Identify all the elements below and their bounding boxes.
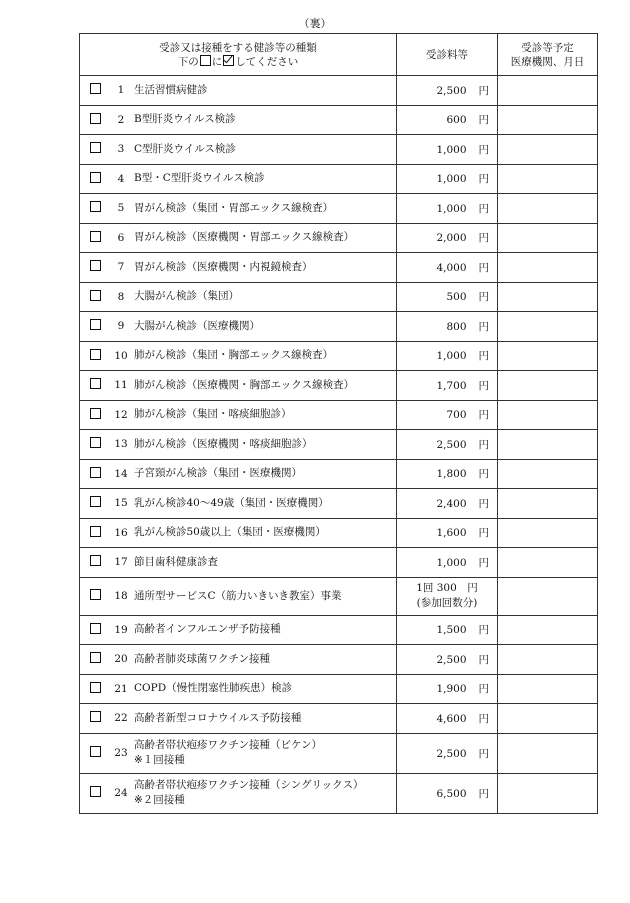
checkbox[interactable] — [90, 290, 101, 301]
schedule-cell[interactable] — [498, 253, 598, 283]
fee-unit: 円 — [478, 84, 489, 97]
exam-name: 通所型サービスC（筋力いきいき教室）事業 — [134, 589, 342, 602]
exam-name: 肺がん検診（集団・胸部エックス線検査） — [134, 349, 334, 362]
table-row — [80, 459, 598, 489]
checkbox[interactable] — [90, 113, 101, 124]
fee-line2: (参加回数分) — [416, 597, 478, 609]
exam-cell — [80, 371, 397, 401]
row-number: 18 — [114, 590, 128, 602]
schedule-cell[interactable] — [498, 674, 598, 704]
checkbox[interactable] — [90, 496, 101, 507]
fee-unit: 円 — [478, 653, 489, 666]
exam-name-block — [134, 525, 326, 540]
checkbox[interactable] — [90, 142, 101, 153]
exam-name: 大腸がん検診（集団） — [134, 290, 239, 303]
fee-unit: 円 — [478, 291, 489, 304]
schedule-cell[interactable] — [498, 577, 598, 615]
exam-name: 肺がん検診（医療機関・胸部エックス線検査） — [134, 378, 355, 391]
table-row — [80, 674, 598, 704]
table-row — [80, 430, 598, 460]
fee-cell — [397, 164, 498, 194]
fee-amount: 1,000 — [436, 173, 467, 186]
fee-amount: 4,600 — [436, 712, 467, 725]
checkbox[interactable] — [90, 378, 101, 389]
row-number: 8 — [117, 290, 125, 303]
exam-name-block — [134, 171, 265, 186]
exam-cell — [80, 577, 397, 615]
fee-amount: 2,500 — [436, 653, 467, 666]
fee-amount: 1,600 — [436, 527, 467, 540]
fee-unit: 円 — [478, 438, 489, 451]
exam-cell — [80, 548, 397, 578]
fee-unit: 円 — [478, 350, 489, 363]
fee-amount: 1,800 — [436, 468, 467, 481]
exam-cell — [80, 615, 397, 645]
fee-cell — [397, 194, 498, 224]
fee-amount: 1,900 — [436, 683, 467, 696]
exam-name: 高齢者インフルエンザ予防接種 — [134, 623, 281, 636]
exam-name: 生活習慣病健診 — [134, 83, 208, 96]
schedule-cell[interactable] — [498, 459, 598, 489]
checkbox[interactable] — [90, 682, 101, 693]
fee-unit: 円 — [478, 556, 489, 569]
checkbox[interactable] — [90, 623, 101, 634]
checkbox[interactable] — [90, 201, 101, 212]
exam-name-block — [134, 112, 236, 127]
exam-name-block — [134, 142, 236, 157]
fee-amount: 1,000 — [436, 143, 467, 156]
row-number: 21 — [114, 682, 128, 695]
row-number: 3 — [117, 143, 125, 156]
fee-unit: 円 — [478, 468, 489, 481]
checkbox[interactable] — [90, 467, 101, 478]
fee-cell — [397, 105, 498, 135]
fee-amount: 6,500 — [436, 787, 467, 800]
checkbox[interactable] — [90, 555, 101, 566]
exam-name-block — [134, 496, 329, 511]
schedule-cell[interactable] — [498, 194, 598, 224]
fee-amount: 600 — [446, 114, 467, 127]
fee-amount: 2,500 — [436, 438, 467, 451]
fee-cell — [397, 704, 498, 734]
exam-cell — [80, 282, 397, 312]
schedule-cell[interactable] — [498, 400, 598, 430]
exam-table — [79, 33, 598, 814]
table-row — [80, 704, 598, 734]
fee-cell — [397, 253, 498, 283]
fee-amount: 700 — [446, 409, 467, 422]
row-number: 24 — [114, 787, 128, 799]
fee-amount: 500 — [446, 291, 467, 304]
fee-unit: 円 — [478, 497, 489, 510]
exam-cell — [80, 164, 397, 194]
table-row — [80, 773, 598, 813]
checkbox[interactable] — [90, 408, 101, 419]
table-row — [80, 577, 598, 615]
fee-amount: 2,400 — [436, 497, 467, 510]
exam-name-block — [134, 260, 313, 275]
exam-cell — [80, 400, 397, 430]
page-label: （裏） — [298, 17, 332, 30]
checkbox[interactable] — [90, 589, 101, 600]
exam-cell — [80, 704, 397, 734]
header-instruction-pre: 下の — [177, 55, 199, 68]
exam-name-block — [134, 652, 270, 667]
row-number: 16 — [114, 526, 128, 539]
exam-cell — [80, 773, 397, 813]
fee-amount: 2,000 — [436, 232, 467, 245]
exam-cell — [80, 194, 397, 224]
fee-unit: 円 — [478, 747, 489, 760]
schedule-cell[interactable] — [498, 645, 598, 675]
checkbox[interactable] — [90, 172, 101, 183]
exam-name: 胃がん検診（医療機関・内視鏡検査） — [134, 260, 313, 273]
fee-amount: 2,500 — [436, 747, 467, 760]
exam-name: 胃がん検診（医療機関・胃部エックス線検査） — [134, 231, 355, 244]
fee-cell — [397, 341, 498, 371]
schedule-cell[interactable] — [498, 615, 598, 645]
fee-cell — [397, 76, 498, 106]
exam-name: 高齢者帯状疱疹ワクチン接種（シングリックス） — [134, 779, 364, 791]
table-header-row — [80, 34, 598, 76]
exam-name-block — [134, 319, 260, 334]
header-schedule-line2: 医療機関、月日 — [510, 55, 585, 68]
fee-amount: 1,000 — [436, 350, 467, 363]
table-row — [80, 135, 598, 165]
exam-cell — [80, 253, 397, 283]
exam-cell — [80, 105, 397, 135]
row-number: 6 — [117, 231, 125, 244]
fee-cell — [397, 282, 498, 312]
table-row — [80, 489, 598, 519]
fee-unit: 円 — [478, 379, 489, 392]
exam-cell — [80, 733, 397, 773]
exam-cell — [80, 341, 397, 371]
table-row — [80, 253, 598, 283]
header-exam-type-line2 — [80, 55, 396, 69]
checkbox[interactable] — [90, 711, 101, 722]
fee-cell — [397, 430, 498, 460]
schedule-cell[interactable] — [498, 164, 598, 194]
exam-name-block — [134, 555, 218, 570]
checkbox[interactable] — [90, 746, 101, 757]
empty-checkbox-icon — [200, 55, 211, 66]
exam-name-block — [134, 711, 301, 726]
header-exam-type — [80, 34, 397, 76]
fee-cell — [397, 645, 498, 675]
exam-name: 高齢者新型コロナウイルス予防接種 — [134, 711, 302, 724]
header-schedule — [498, 34, 598, 76]
exam-name: 乳がん検診40～49歳（集団・医療機関） — [134, 496, 329, 509]
fee-cell — [397, 548, 498, 578]
exam-name-block — [134, 589, 342, 604]
schedule-cell[interactable] — [498, 223, 598, 253]
header-instruction-post: してください — [235, 55, 299, 68]
row-number: 1 — [117, 84, 125, 97]
table-row — [80, 615, 598, 645]
fee-cell — [397, 400, 498, 430]
table-row — [80, 548, 598, 578]
fee-unit: 円 — [478, 712, 489, 725]
exam-name: 乳がん検診50歳以上（集団・医療機関） — [134, 526, 326, 539]
row-number: 15 — [114, 497, 128, 510]
fee-cell — [397, 223, 498, 253]
fee-line1: 1回 300 円 — [416, 582, 478, 594]
fee-amount: 2,500 — [436, 84, 467, 97]
table-row — [80, 341, 598, 371]
fee-cell — [397, 459, 498, 489]
checkbox[interactable] — [90, 437, 101, 448]
exam-name: C型肝炎ウイルス検診 — [134, 142, 236, 155]
table-row — [80, 164, 598, 194]
exam-name-block — [134, 437, 313, 452]
schedule-cell[interactable] — [498, 489, 598, 519]
table-row — [80, 223, 598, 253]
schedule-cell[interactable] — [498, 548, 598, 578]
checkbox[interactable] — [90, 231, 101, 242]
row-number: 10 — [114, 349, 128, 362]
fee-unit: 円 — [478, 143, 489, 156]
table-row — [80, 645, 598, 675]
header-schedule-line1: 受診等予定 — [521, 41, 574, 54]
fee-amount: 1,700 — [436, 379, 467, 392]
exam-name: B型・C型肝炎ウイルス検診 — [134, 172, 265, 185]
table-row — [80, 194, 598, 224]
exam-name-block — [134, 407, 292, 422]
exam-name: 胃がん検診（集団・胃部エックス線検査） — [134, 201, 334, 214]
exam-name: 大腸がん検診（医療機関） — [134, 319, 260, 332]
fee-cell — [397, 312, 498, 342]
exam-cell — [80, 459, 397, 489]
table-row — [80, 105, 598, 135]
header-fee: 受診料等 — [397, 34, 498, 76]
schedule-cell[interactable] — [498, 518, 598, 548]
checkbox[interactable] — [90, 349, 101, 360]
table-row — [80, 282, 598, 312]
exam-name-block — [134, 348, 333, 363]
row-number: 19 — [114, 623, 128, 636]
checked-checkbox-icon — [223, 55, 234, 66]
checkbox[interactable] — [90, 652, 101, 663]
exam-note: ※２回接種 — [134, 794, 185, 806]
fee-unit: 円 — [478, 683, 489, 696]
fee-unit: 円 — [478, 261, 489, 274]
checkbox[interactable] — [90, 319, 101, 330]
exam-name: COPD（慢性閉塞性肺疾患）検診 — [134, 682, 293, 695]
exam-name-block — [134, 289, 239, 304]
schedule-cell[interactable] — [498, 282, 598, 312]
row-number: 4 — [117, 172, 125, 185]
exam-name-block — [134, 201, 333, 216]
checkbox[interactable] — [90, 526, 101, 537]
checkbox[interactable] — [90, 786, 101, 797]
exam-cell — [80, 135, 397, 165]
schedule-cell[interactable] — [498, 341, 598, 371]
row-number: 12 — [114, 408, 128, 421]
row-number: 14 — [114, 467, 128, 480]
fee-cell — [397, 518, 498, 548]
schedule-cell[interactable] — [498, 105, 598, 135]
fee-unit: 円 — [478, 624, 489, 637]
schedule-cell[interactable] — [498, 733, 598, 773]
exam-note: ※１回接種 — [134, 754, 185, 766]
exam-name-block — [134, 230, 354, 245]
exam-cell — [80, 518, 397, 548]
row-number: 23 — [114, 747, 128, 759]
fee-unit: 円 — [478, 173, 489, 186]
schedule-cell[interactable] — [498, 430, 598, 460]
fee-unit: 円 — [478, 320, 489, 333]
fee-amount: 1,500 — [436, 624, 467, 637]
fee-cell — [397, 733, 498, 773]
fee-unit: 円 — [478, 232, 489, 245]
exam-cell — [80, 223, 397, 253]
table-row — [80, 400, 598, 430]
exam-cell — [80, 430, 397, 460]
exam-name: B型肝炎ウイルス検診 — [134, 113, 236, 126]
schedule-cell[interactable] — [498, 371, 598, 401]
row-number: 2 — [117, 113, 125, 126]
exam-name-block — [134, 622, 281, 637]
exam-name-block — [134, 466, 302, 481]
schedule-cell[interactable] — [498, 135, 598, 165]
fee-amount: 1,000 — [436, 556, 467, 569]
exam-name-block — [134, 378, 354, 393]
table-row — [80, 76, 598, 106]
row-number: 22 — [114, 712, 128, 725]
row-number: 9 — [117, 320, 125, 333]
row-number: 13 — [114, 438, 128, 451]
schedule-cell[interactable] — [498, 312, 598, 342]
table-row — [80, 312, 598, 342]
row-number: 17 — [114, 556, 128, 569]
fee-cell — [397, 135, 498, 165]
fee-cell — [397, 577, 498, 615]
table-body — [80, 76, 598, 814]
header-instruction-mid: に — [211, 55, 223, 68]
exam-cell — [80, 674, 397, 704]
fee-cell — [397, 615, 498, 645]
exam-name: 子宮頸がん検診（集団・医療機関） — [134, 467, 302, 480]
fee-unit: 円 — [478, 114, 489, 127]
fee-unit: 円 — [478, 787, 489, 800]
exam-name: 節目歯科健康診査 — [134, 555, 218, 568]
exam-name: 高齢者帯状疱疹ワクチン接種（ビケン） — [134, 739, 322, 751]
schedule-cell[interactable] — [498, 76, 598, 106]
header-exam-type-line1: 受診又は接種をする健診等の種類 — [159, 41, 317, 54]
fee-amount: 800 — [446, 320, 467, 333]
fee-cell — [397, 371, 498, 401]
exam-name-block — [134, 778, 363, 808]
table-row — [80, 733, 598, 773]
row-number: 11 — [114, 379, 128, 392]
exam-name-block — [134, 681, 292, 696]
row-number: 20 — [114, 653, 128, 666]
fee-cell — [397, 773, 498, 813]
fee-unit: 円 — [478, 409, 489, 422]
fee-cell — [397, 489, 498, 519]
exam-cell — [80, 489, 397, 519]
table-row — [80, 518, 598, 548]
fee-unit: 円 — [478, 527, 489, 540]
fee-unit: 円 — [478, 202, 489, 215]
exam-name-block — [134, 83, 208, 98]
row-number: 5 — [117, 202, 125, 215]
exam-name: 肺がん検診（医療機関・喀痰細胞診） — [134, 437, 313, 450]
table-row — [80, 371, 598, 401]
exam-name: 高齢者肺炎球菌ワクチン接種 — [134, 652, 270, 665]
exam-cell — [80, 645, 397, 675]
exam-cell — [80, 76, 397, 106]
fee-cell — [397, 674, 498, 704]
checkbox[interactable] — [90, 83, 101, 94]
exam-name-block — [134, 738, 322, 768]
exam-cell — [80, 312, 397, 342]
row-number: 7 — [117, 261, 125, 274]
exam-name: 肺がん検診（集団・喀痰細胞診） — [134, 408, 292, 421]
schedule-cell[interactable] — [498, 773, 598, 813]
schedule-cell[interactable] — [498, 704, 598, 734]
fee-amount: 4,000 — [436, 261, 467, 274]
checkbox[interactable] — [90, 260, 101, 271]
fee-amount: 1,000 — [436, 202, 467, 215]
